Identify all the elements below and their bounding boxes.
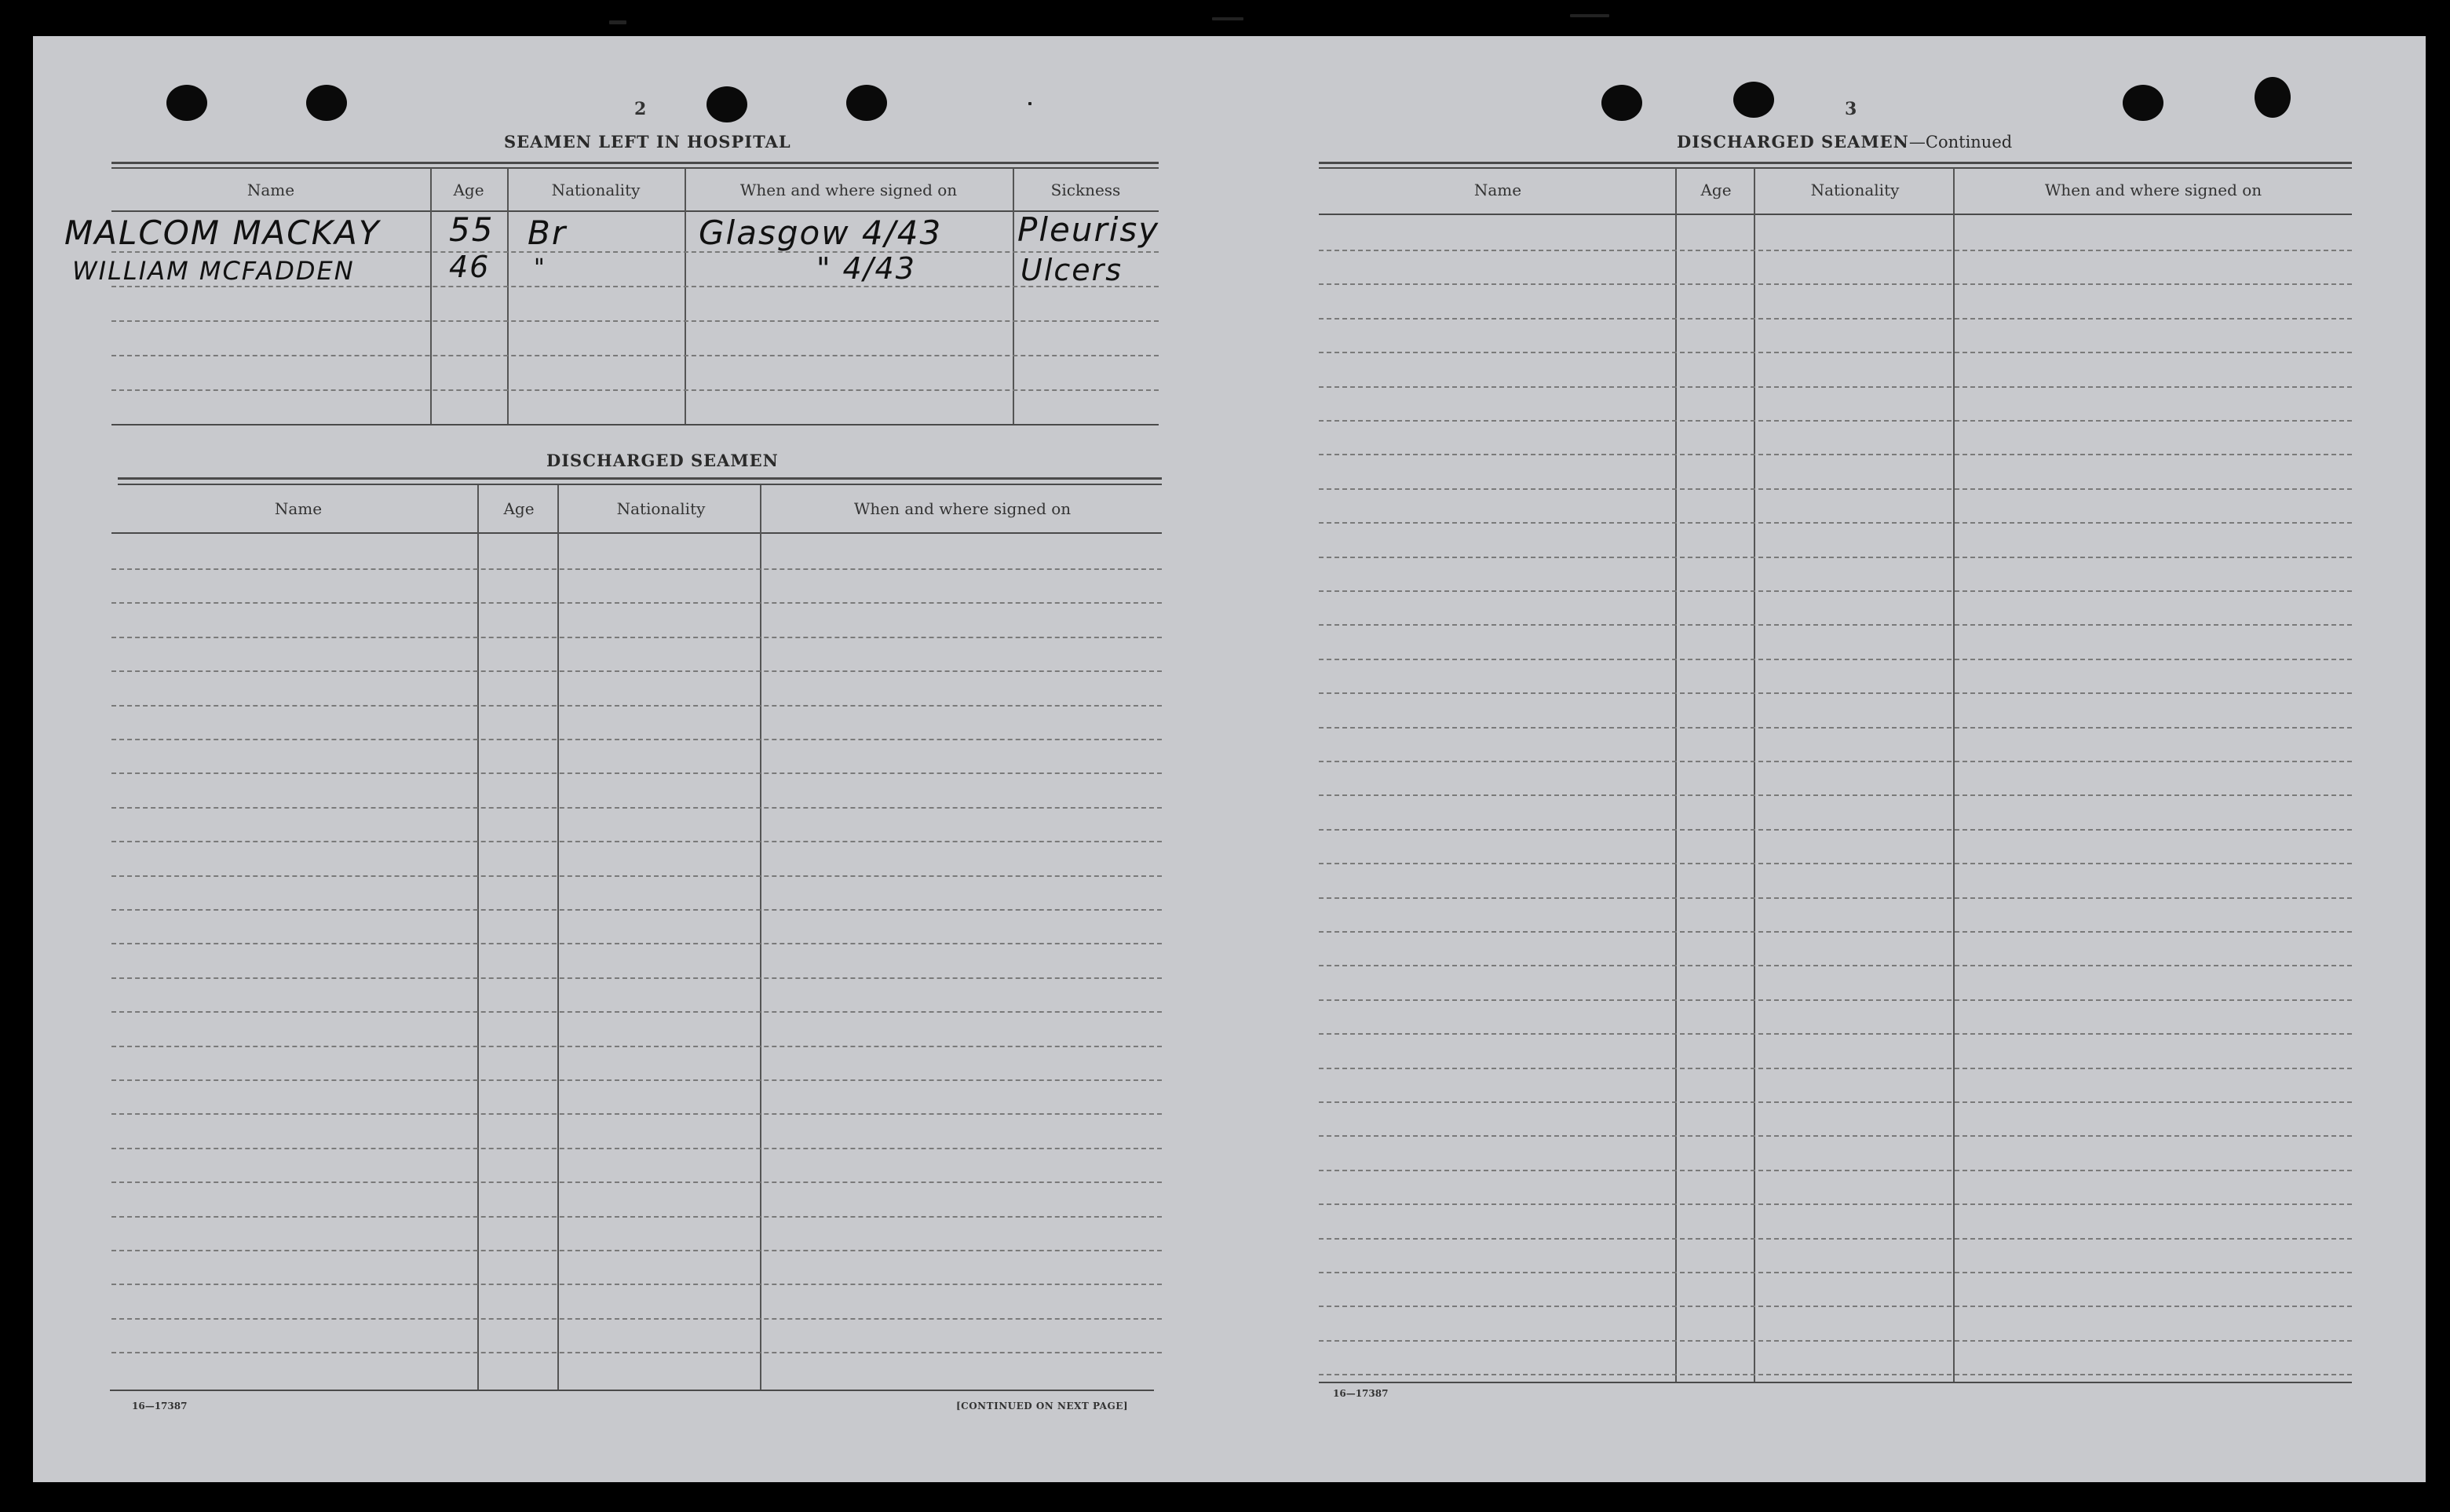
hospital-row-1-nationality: Br [528, 214, 568, 252]
ruled-row-line [1319, 557, 2352, 558]
hospital-row-1-sickness: Pleurisy [1017, 210, 1160, 249]
ruled-row-line [111, 875, 1162, 877]
page-number-right: 3 [1845, 99, 1857, 119]
ruled-row-line [1319, 965, 2352, 966]
discharged-col-name: Name [274, 499, 323, 518]
ruled-row-line [111, 1113, 1162, 1115]
right-col-name: Name [1473, 181, 1522, 199]
right-section-title [1677, 132, 2012, 152]
hospital-vline [685, 168, 686, 424]
scan-speck [1212, 17, 1243, 20]
ruled-row-line [111, 1046, 1162, 1047]
ruled-row-line [1319, 1306, 2352, 1307]
ruled-row-line [1319, 897, 2352, 899]
ruled-row-line [111, 943, 1162, 944]
ruled-row-line [1319, 250, 2352, 251]
ruled-row-line [111, 1250, 1162, 1251]
right-vline [1953, 168, 1955, 1382]
ruled-row-line [111, 1011, 1162, 1013]
ruled-row-line [111, 1318, 1162, 1320]
continued-note: [CONTINUED ON NEXT PAGE] [956, 1401, 1129, 1412]
hospital-row-2-signed-on: " 4/43 [816, 251, 916, 286]
ruled-row-line [1319, 1101, 2352, 1103]
hospital-bottom-rule [111, 424, 1159, 425]
hospital-col-age: Age [453, 181, 484, 199]
scan-speck [609, 20, 626, 24]
discharged-vline [477, 485, 479, 1390]
ruled-row-line [1319, 931, 2352, 933]
hospital-row-2-nationality: " [534, 254, 546, 282]
right-col-age: Age [1700, 181, 1732, 199]
hospital-vline [1013, 168, 1014, 424]
right-top-rule [1319, 162, 2352, 164]
discharged-header-rule [111, 532, 1162, 534]
hospital-col-nationality: Nationality [551, 181, 641, 199]
right-vline [1675, 168, 1677, 1382]
ruled-row-line [1319, 794, 2352, 796]
right-title-suffix: —Continued [1908, 133, 2013, 152]
ruled-row-line [111, 1216, 1162, 1218]
discharged-vline [557, 485, 559, 1390]
hospital-row-2-name: WILLIAM MCFADDEN [72, 256, 355, 286]
punch-hole [1733, 82, 1774, 118]
ruled-row-line [1319, 1170, 2352, 1171]
discharged-top-rule-2 [118, 484, 1162, 485]
ruled-row-line [111, 977, 1162, 979]
right-vline [1754, 168, 1755, 1382]
ruled-row-line [111, 602, 1162, 604]
discharged-col-age: Age [503, 499, 535, 518]
hospital-row-1-age: 55 [449, 210, 495, 249]
hospital-row-line [111, 286, 1159, 287]
hospital-row-line [111, 320, 1159, 322]
hospital-vline [430, 168, 432, 424]
ruled-row-line [1319, 659, 2352, 660]
ruled-row-line [111, 568, 1162, 570]
ruled-row-line [1319, 1135, 2352, 1137]
right-col-nationality: Nationality [1810, 181, 1900, 199]
ruled-row-line [1319, 999, 2352, 1001]
hospital-top-rule [111, 162, 1159, 164]
punch-hole [846, 85, 887, 121]
hospital-row-2-sickness: Ulcers [1021, 253, 1123, 287]
hospital-col-signed-on: When and where signed on [739, 181, 958, 199]
punch-hole [2255, 77, 2291, 118]
ruled-row-line [111, 807, 1162, 809]
hospital-header-rule [111, 210, 1159, 212]
ruled-row-line [1319, 1238, 2352, 1240]
form-number-right: 16—17387 [1333, 1388, 1389, 1399]
ruled-row-line [1319, 318, 2352, 320]
ruled-row-line [1319, 727, 2352, 729]
ruled-row-line [111, 739, 1162, 740]
ruled-row-line [1319, 692, 2352, 694]
punch-hole [2123, 85, 2163, 121]
ruled-row-line [111, 1148, 1162, 1149]
ruled-row-line [1319, 590, 2352, 592]
form-number-left: 16—17387 [132, 1401, 188, 1412]
scan-speck [1028, 102, 1031, 105]
ruled-row-line [1319, 1068, 2352, 1069]
ruled-row-line [1319, 624, 2352, 626]
hospital-row-2-age: 46 [449, 250, 491, 284]
discharged-col-signed-on: When and where signed on [853, 499, 1072, 518]
ruled-row-line [111, 670, 1162, 672]
punch-hole [306, 85, 347, 121]
hospital-col-sickness: Sickness [1050, 181, 1121, 199]
ruled-row-line [111, 1181, 1162, 1183]
right-title-main: DISCHARGED SEAMEN [1677, 132, 1909, 152]
discharged-top-rule [118, 477, 1162, 480]
ruled-row-line [1319, 420, 2352, 422]
hospital-row-1-signed-on: Glasgow 4/43 [699, 214, 943, 252]
hospital-top-rule-2 [111, 167, 1159, 169]
ruled-row-line [1319, 863, 2352, 864]
punch-hole [1601, 85, 1642, 121]
punch-hole [166, 85, 207, 121]
ruled-row-line [111, 1284, 1162, 1285]
ruled-row-line [1319, 522, 2352, 524]
discharged-col-nationality: Nationality [616, 499, 706, 518]
right-top-rule-2 [1319, 167, 2352, 169]
ruled-row-line [1319, 283, 2352, 285]
hospital-row-1-name: MALCOM MACKAY [64, 214, 381, 252]
right-bottom-rule [1319, 1382, 2352, 1383]
discharged-section-title: DISCHARGED SEAMEN [546, 451, 779, 470]
page-number-left: 2 [634, 99, 647, 119]
ruled-row-line [111, 909, 1162, 911]
hospital-row-line [111, 389, 1159, 391]
ruled-row-line [111, 841, 1162, 842]
ruled-row-line [1319, 386, 2352, 388]
ruled-row-line [111, 637, 1162, 638]
ruled-row-line [1319, 1272, 2352, 1273]
discharged-bottom-rule [110, 1390, 1154, 1391]
scan-speck [1570, 14, 1609, 17]
hospital-vline [507, 168, 509, 424]
ruled-row-line [1319, 1340, 2352, 1342]
hospital-section-title: SEAMEN LEFT IN HOSPITAL [504, 132, 791, 152]
hospital-row-line [111, 355, 1159, 356]
ruled-row-line [1319, 352, 2352, 353]
punch-hole [707, 86, 747, 122]
ruled-row-line [1319, 1374, 2352, 1375]
ruled-row-line [1319, 488, 2352, 490]
ruled-row-line [111, 705, 1162, 707]
ruled-row-line [111, 772, 1162, 774]
hospital-col-name: Name [246, 181, 295, 199]
right-header-rule [1319, 214, 2352, 215]
document-sheet [33, 36, 2426, 1482]
ruled-row-line [1319, 454, 2352, 455]
ruled-row-line [1319, 829, 2352, 831]
ruled-row-line [1319, 1033, 2352, 1035]
ruled-row-line [111, 1352, 1162, 1353]
ruled-row-line [111, 1079, 1162, 1081]
discharged-vline [760, 485, 761, 1390]
right-col-signed-on: When and where signed on [2044, 181, 2262, 199]
ruled-row-line [1319, 761, 2352, 762]
ruled-row-line [1319, 1203, 2352, 1205]
